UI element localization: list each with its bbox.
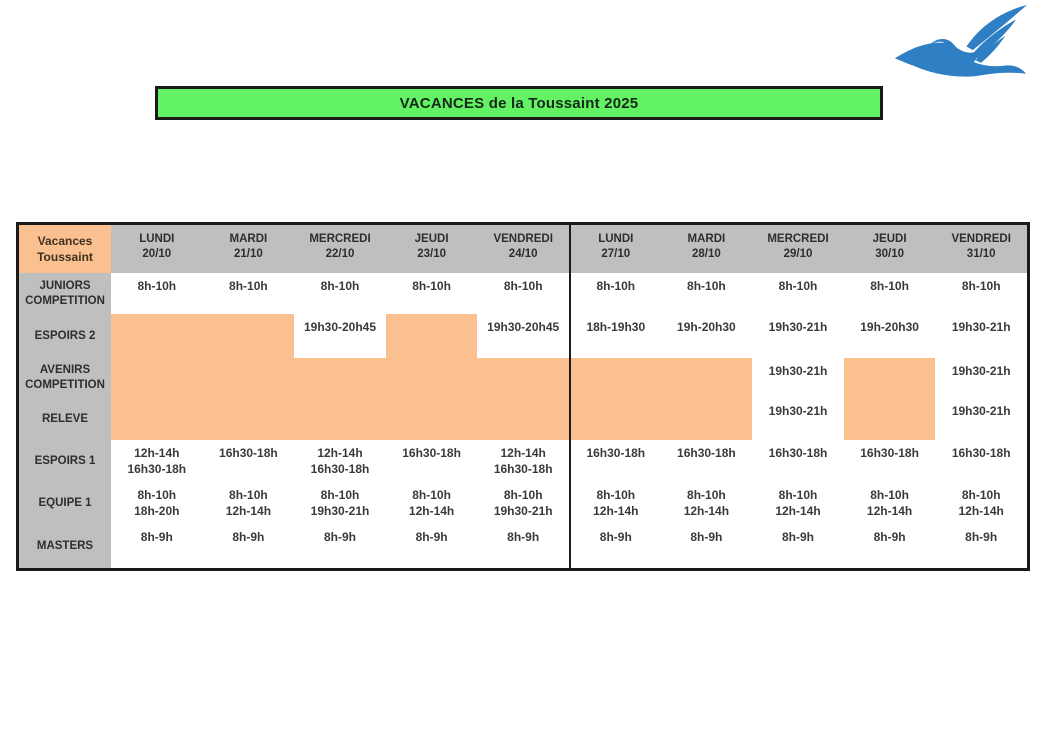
schedule-cell-text: 8h-9h <box>415 530 448 544</box>
schedule-cell <box>844 314 936 358</box>
schedule-cell-text: 8h-9h <box>781 530 814 544</box>
schedule-cell <box>477 273 569 314</box>
schedule-cell-text: 16h30-18h <box>127 462 187 476</box>
schedule-cell-text: 16h30-18h <box>402 446 461 460</box>
schedule-cell <box>661 524 753 568</box>
group-label-text: ESPOIRS 2 <box>34 329 96 342</box>
day-header-text: 27/10 <box>601 248 631 260</box>
group-label <box>19 440 111 482</box>
day-header <box>569 225 661 273</box>
schedule-cell-text: 19h30-21h <box>493 504 553 518</box>
schedule-cell <box>386 273 478 314</box>
day-header-text: MARDI <box>229 233 268 245</box>
schedule-cell <box>386 440 478 482</box>
day-header <box>477 225 569 273</box>
schedule-cell-text: 8h-10h <box>320 279 360 293</box>
schedule-cell <box>477 358 569 398</box>
schedule-cell-text: 8h-10h <box>961 488 1001 502</box>
schedule-cell-text: 19h30-21h <box>951 364 1011 378</box>
schedule-cell <box>111 482 203 524</box>
schedule-cell-text: 19h30-21h <box>768 320 828 334</box>
schedule-cell <box>844 482 936 524</box>
group-label <box>19 398 111 440</box>
schedule-cell <box>203 358 295 398</box>
schedule-cell <box>569 314 661 358</box>
schedule-cell <box>752 524 844 568</box>
schedule-cell-text: 16h30-18h <box>860 446 919 460</box>
schedule-cell <box>935 398 1027 440</box>
schedule-cell <box>752 273 844 314</box>
day-header <box>386 225 478 273</box>
schedule-cell <box>111 440 203 482</box>
day-header <box>935 225 1027 273</box>
schedule-cell <box>386 398 478 440</box>
schedule-cell-text: 12h-14h <box>225 504 272 518</box>
schedule-cell <box>752 398 844 440</box>
schedule-cell <box>569 273 661 314</box>
day-header-text: LUNDI <box>598 233 634 245</box>
schedule-cell-text: 12h-14h <box>866 504 913 518</box>
schedule-cell-text: 8h-9h <box>690 530 723 544</box>
schedule-cell <box>294 524 386 568</box>
day-header <box>111 225 203 273</box>
schedule-cell-text: 8h-10h <box>229 279 268 293</box>
day-header-text: 30/10 <box>875 248 904 260</box>
group-label <box>19 273 111 314</box>
schedule-cell-text: 8h-10h <box>412 279 451 293</box>
schedule-cell <box>386 314 478 358</box>
schedule-cell-text: 19h30-21h <box>951 320 1011 334</box>
schedule-cell-text: 8h-9h <box>140 530 173 544</box>
schedule-cell <box>844 524 936 568</box>
schedule-cell-text: 16h30-18h <box>310 462 370 476</box>
schedule-cell <box>111 273 203 314</box>
schedule-cell-text: 8h-9h <box>507 530 540 544</box>
schedule-cell <box>661 482 753 524</box>
schedule-cell-text: 12h-14h <box>683 504 730 518</box>
day-header-text: 22/10 <box>325 248 355 260</box>
schedule-cell <box>477 482 569 524</box>
schedule-cell-text: 19h30-21h <box>768 364 828 378</box>
schedule-cell <box>661 358 753 398</box>
schedule-cell-text: 19h30-21h <box>951 404 1011 418</box>
day-header-text: 24/10 <box>508 248 538 260</box>
schedule-cell <box>111 358 203 398</box>
schedule-cell <box>661 273 753 314</box>
day-header-text: MERCREDI <box>309 233 371 245</box>
schedule-cell-text: 19h30-20h45 <box>487 320 560 334</box>
day-header-text: 28/10 <box>692 248 721 260</box>
schedule-cell <box>386 482 478 524</box>
schedule-cell-text: 8h-10h <box>687 279 726 293</box>
schedule-cell <box>203 314 295 358</box>
page-title: VACANCES de la Toussaint 2025 <box>399 94 639 112</box>
schedule-cell-text: 16h30-18h <box>768 446 828 460</box>
schedule-cell <box>935 273 1027 314</box>
group-label-text: MASTERS <box>36 539 94 552</box>
schedule-cell <box>294 273 386 314</box>
day-header-text: MARDI <box>687 233 726 245</box>
schedule-cell <box>844 358 936 398</box>
schedule-cell <box>294 314 386 358</box>
schedule-cell <box>111 398 203 440</box>
group-label-text: ESPOIRS 1 <box>34 454 96 467</box>
day-header-text: 31/10 <box>966 248 996 260</box>
swallow-logo <box>892 4 1030 90</box>
schedule-cell <box>752 440 844 482</box>
corner-cell-text: Toussaint <box>37 250 93 264</box>
schedule-cell <box>661 314 753 358</box>
schedule-cell <box>203 524 295 568</box>
schedule-cell-text: 8h-10h <box>778 488 818 502</box>
schedule-cell-text: 8h-9h <box>965 530 998 544</box>
day-header-text: 23/10 <box>417 248 446 260</box>
schedule-cell-text: 12h-14h <box>408 504 455 518</box>
schedule-table <box>19 225 1027 568</box>
schedule-cell-text: 8h-9h <box>323 530 356 544</box>
day-header <box>661 225 753 273</box>
schedule-cell-text: 12h-14h <box>134 446 180 460</box>
day-header-text: VENDREDI <box>951 233 1011 245</box>
schedule-cell-text: 8h-10h <box>778 279 818 293</box>
schedule-cell <box>111 314 203 358</box>
schedule-cell <box>935 482 1027 524</box>
day-header <box>752 225 844 273</box>
schedule-cell-text: 16h30-18h <box>951 446 1011 460</box>
day-header-text: 29/10 <box>783 248 813 260</box>
schedule-cell-text: 8h-10h <box>412 488 451 502</box>
schedule-cell <box>844 273 936 314</box>
schedule-cell <box>477 314 569 358</box>
schedule-cell <box>935 314 1027 358</box>
schedule-cell <box>569 482 661 524</box>
schedule-cell-text: 12h-14h <box>958 504 1004 518</box>
schedule-cell <box>203 398 295 440</box>
schedule-cell <box>477 398 569 440</box>
schedule-cell <box>752 314 844 358</box>
day-header <box>844 225 936 273</box>
schedule-cell <box>569 524 661 568</box>
schedule-cell-text: 8h-9h <box>599 530 632 544</box>
schedule-cell <box>844 398 936 440</box>
title-banner <box>155 86 883 120</box>
schedule-cell <box>752 358 844 398</box>
group-label-text: JUNIORS <box>39 279 91 292</box>
schedule-cell-text: 12h-14h <box>775 504 821 518</box>
schedule-cell <box>477 524 569 568</box>
schedule-cell <box>752 482 844 524</box>
schedule-cell-text: 16h30-18h <box>586 446 646 460</box>
day-header <box>294 225 386 273</box>
group-label <box>19 482 111 524</box>
schedule-cell-text: 8h-9h <box>873 530 906 544</box>
schedule-cell-text: 16h30-18h <box>219 446 278 460</box>
day-header-text: LUNDI <box>139 233 175 245</box>
schedule-cell <box>935 524 1027 568</box>
schedule-cell <box>935 358 1027 398</box>
day-header-text: VENDREDI <box>493 233 553 245</box>
schedule-cell-text: 8h-10h <box>870 279 909 293</box>
group-label <box>19 358 111 398</box>
group-label <box>19 524 111 568</box>
corner-cell <box>19 225 111 273</box>
schedule-cell <box>569 440 661 482</box>
day-header-text: 20/10 <box>142 248 172 260</box>
group-label-text: RELEVE <box>41 412 88 425</box>
schedule-cell-text: 8h-10h <box>596 488 636 502</box>
schedule-cell <box>294 482 386 524</box>
schedule-cell <box>294 440 386 482</box>
schedule-cell <box>203 440 295 482</box>
schedule-cell-text: 8h-10h <box>870 488 909 502</box>
schedule-cell <box>844 440 936 482</box>
schedule-cell-text: 8h-10h <box>229 488 268 502</box>
group-label-text: COMPETITION <box>25 379 105 391</box>
schedule-cell <box>935 440 1027 482</box>
schedule-cell-text: 19h-20h30 <box>860 320 919 334</box>
day-header-text: JEUDI <box>872 233 907 245</box>
schedule-cell-text: 12h-14h <box>593 504 639 518</box>
schedule-cell-text: 8h-10h <box>687 488 726 502</box>
schedule-cell-text: 8h-10h <box>596 279 636 293</box>
schedule-cell <box>386 358 478 398</box>
schedule-cell-text: 8h-10h <box>137 279 177 293</box>
schedule-cell <box>203 273 295 314</box>
schedule-cell-text: 8h-10h <box>503 488 543 502</box>
schedule-cell-text: 19h-20h30 <box>677 320 736 334</box>
schedule-cell <box>386 524 478 568</box>
schedule-cell-text: 12h-14h <box>500 446 546 460</box>
schedule-table-wrap <box>16 222 1030 571</box>
schedule-cell-text: 16h30-18h <box>493 462 553 476</box>
day-header <box>203 225 295 273</box>
schedule-cell <box>203 482 295 524</box>
schedule-cell <box>111 524 203 568</box>
day-header-text: JEUDI <box>414 233 449 245</box>
schedule-cell-text: 8h-10h <box>961 279 1001 293</box>
day-header-text: MERCREDI <box>767 233 829 245</box>
schedule-cell <box>661 398 753 440</box>
schedule-cell <box>569 398 661 440</box>
schedule-cell <box>294 398 386 440</box>
corner-cell-text: Vacances <box>37 234 93 248</box>
schedule-cell-text: 19h30-21h <box>768 404 828 418</box>
schedule-cell-text: 8h-10h <box>320 488 360 502</box>
group-label <box>19 314 111 358</box>
schedule-cell-text: 12h-14h <box>317 446 363 460</box>
schedule-cell <box>661 440 753 482</box>
schedule-cell <box>569 358 661 398</box>
day-header-text: 21/10 <box>234 248 263 260</box>
schedule-cell-text: 18h-19h30 <box>586 320 646 334</box>
group-label-text: EQUIPE 1 <box>38 496 92 509</box>
schedule-cell-text: 19h30-21h <box>310 504 370 518</box>
schedule-cell-text: 18h-20h <box>134 504 180 518</box>
schedule-cell-text: 19h30-20h45 <box>303 320 377 334</box>
schedule-cell <box>294 358 386 398</box>
schedule-cell <box>477 440 569 482</box>
schedule-cell-text: 8h-10h <box>137 488 177 502</box>
schedule-cell-text: 8h-10h <box>503 279 543 293</box>
swallow-bird-icon <box>892 4 1030 90</box>
group-label-text: COMPETITION <box>25 294 105 307</box>
group-label-text: AVENIRS <box>39 364 91 376</box>
schedule-cell-text: 8h-9h <box>232 530 265 544</box>
schedule-cell-text: 16h30-18h <box>677 446 736 460</box>
